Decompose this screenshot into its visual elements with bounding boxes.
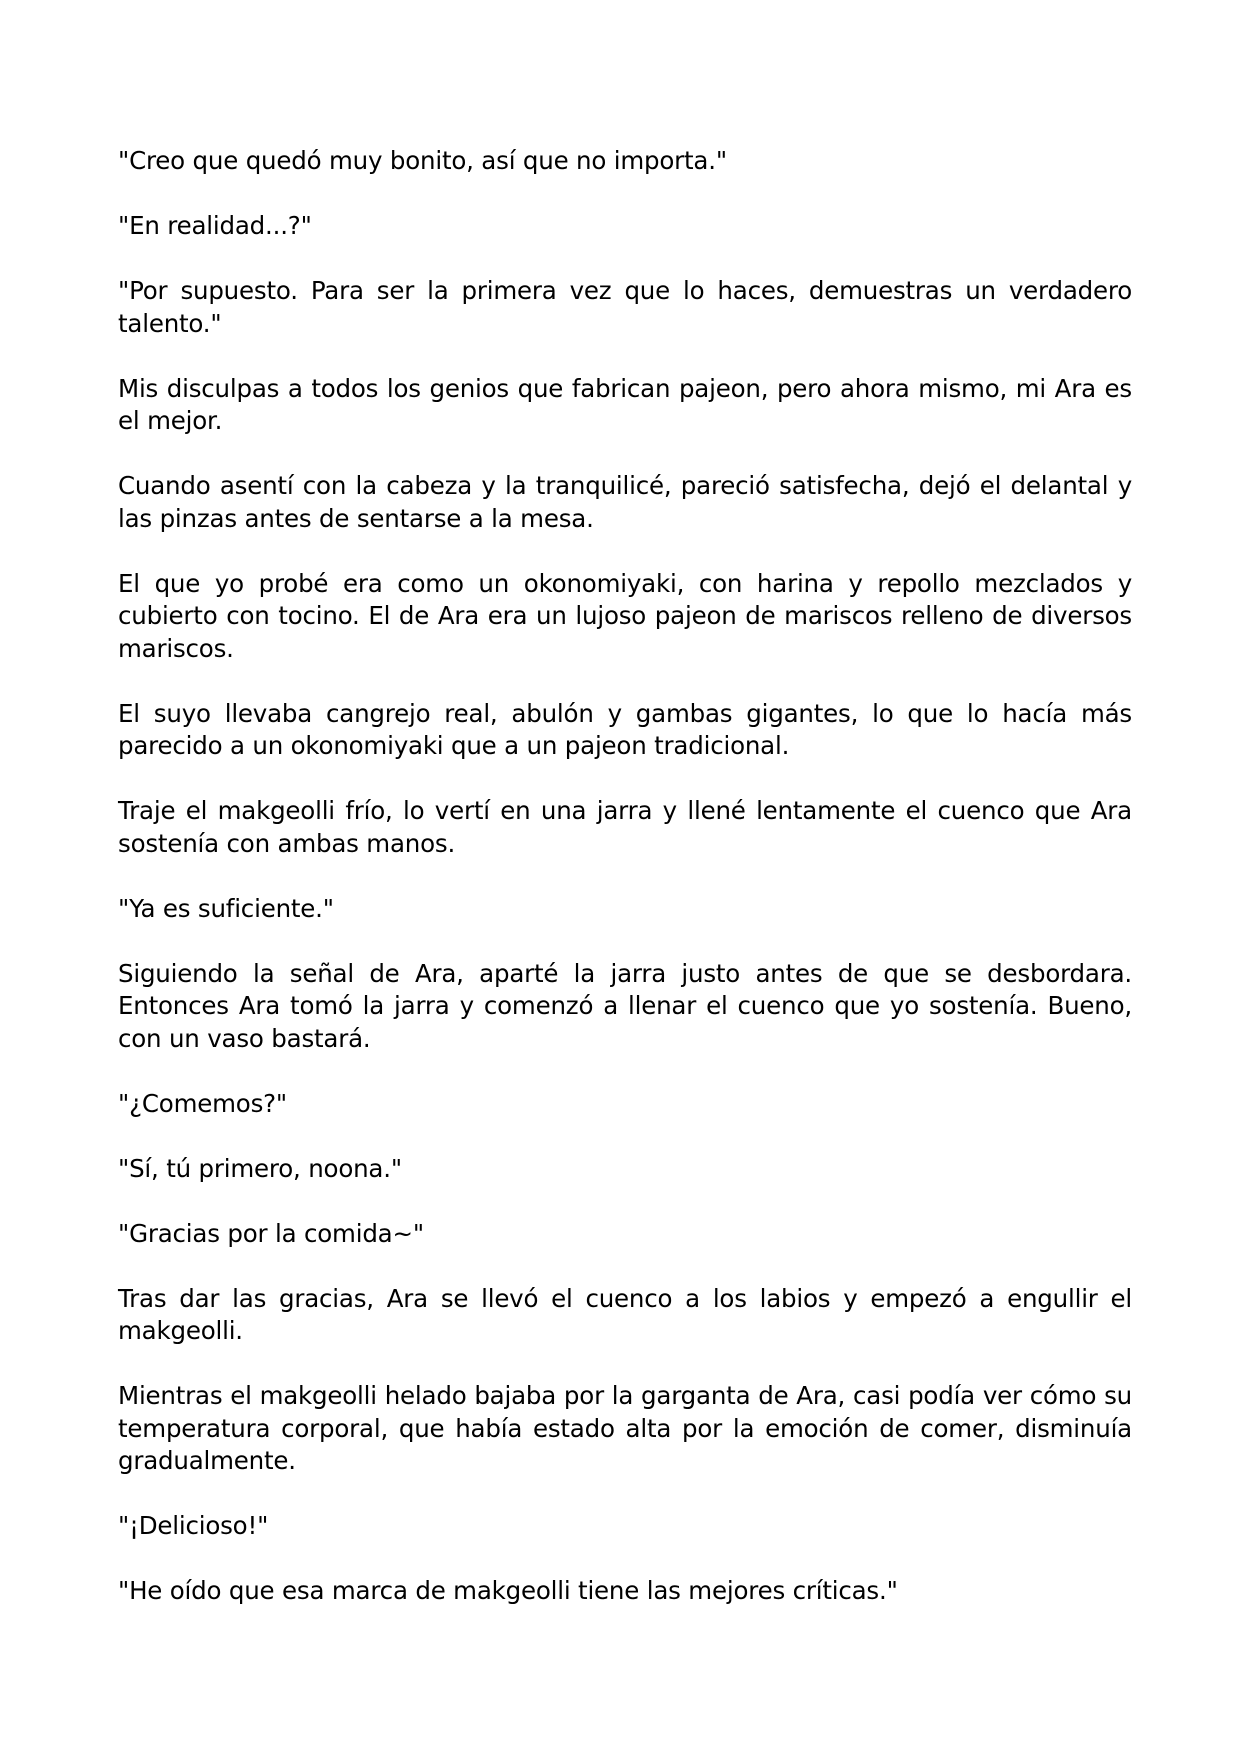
paragraph-11: "¿Comemos?" bbox=[118, 1088, 288, 1118]
paragraph-4: Mis disculpas a todos los genios que fabrican pajeon, pero ahora mismo, mi Ara es el mejor. bbox=[118, 373, 1132, 435]
paragraph-17: "He oído que esa marca de makgeolli tiene las mejores críticas." bbox=[118, 1576, 898, 1605]
paragraph-15: Mientras el makgeolli helado bajaba por la garganta de Ara, casi podía ver cómo su temperatura corporal, que había estado alta por la emoción de comer, disminuía gradualmente. bbox=[118, 1381, 1132, 1475]
paragraph-9: "Ya es suficiente." bbox=[118, 893, 334, 923]
paragraph-1: "Creo que quedó muy bonito, así que no importa." bbox=[118, 146, 727, 175]
paragraph-13: "Gracias por la comida~" bbox=[118, 1218, 424, 1248]
paragraph-6: El que yo probé era como un okonomiyaki, con harina y repollo mezclados y cubierto con tocino. El de Ara era un lujoso pajeon de mariscos relleno de diversos mariscos. bbox=[118, 568, 1132, 663]
paragraph-5: Cuando asentí con la cabeza y la tranquilicé, pareció satisfecha, dejó el delantal y las pinzas antes de sentarse a la mesa. bbox=[118, 471, 1132, 533]
paragraph-8: Traje el makgeolli frío, lo vertí en una jarra y llené lentamente el cuenco que Ara sostenía con ambas manos. bbox=[118, 796, 1132, 858]
paragraph-2: "En realidad...?" bbox=[118, 211, 312, 240]
paragraph-12: "Sí, tú primero, noona." bbox=[118, 1153, 402, 1183]
paragraph-16: "¡Delicioso!" bbox=[118, 1511, 269, 1540]
paragraph-14: Tras dar las gracias, Ara se llevó el cuenco a los labios y empezó a engullir el makgeolli. bbox=[118, 1283, 1132, 1345]
paragraph-10: Siguiendo la señal de Ara, aparté la jarra justo antes de que se desbordara. Entonces Ara tomó la jarra y comenzó a llenar el cuenco que yo sostenía. Bueno, con un vaso bastará. bbox=[118, 958, 1132, 1053]
paragraph-3: "Por supuesto. Para ser la primera vez que lo haces, demuestras un verdadero talento." bbox=[118, 276, 1132, 338]
document-body bbox=[118, 145, 1132, 1640]
paragraph-7: El suyo llevaba cangrejo real, abulón y gambas gigantes, lo que lo hacía más parecido a un okonomiyaki que a un pajeon tradicional. bbox=[118, 698, 1132, 760]
